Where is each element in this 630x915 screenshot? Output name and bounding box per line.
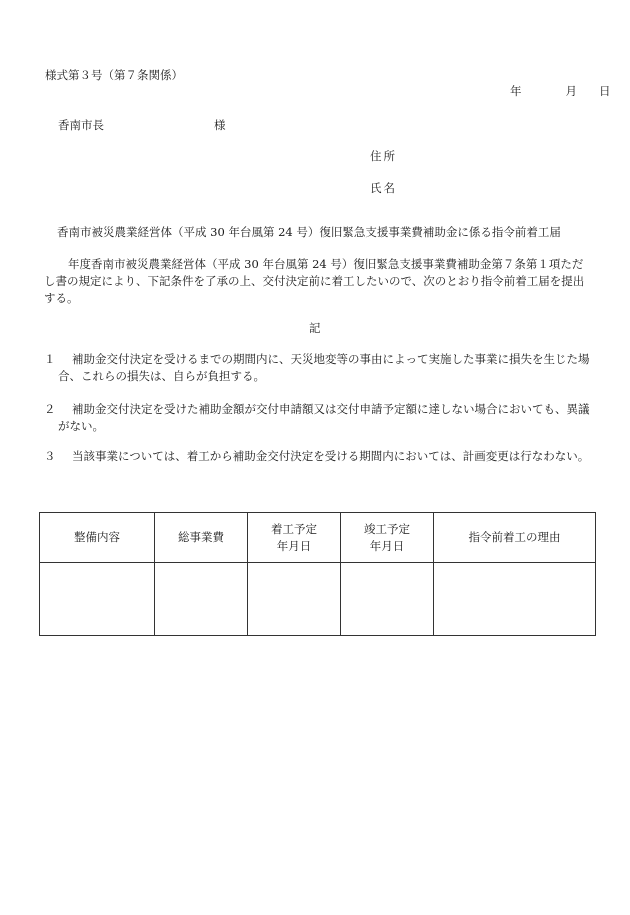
condition-text: 当該事業については、着工から補助金交付決定を受ける期間内においては、計画変更は行なわない。 xyxy=(72,449,590,463)
plan-table xyxy=(39,512,596,636)
header-start-line2: 年月日 xyxy=(276,538,312,553)
name-label: 氏名 xyxy=(370,181,397,195)
header-completion-line2: 年月日 xyxy=(369,538,405,553)
ki-heading: 記 xyxy=(309,321,321,335)
cell-content[interactable] xyxy=(40,563,155,636)
header-start-date xyxy=(248,513,341,563)
header-completion-date xyxy=(341,513,434,563)
date-line xyxy=(488,83,611,99)
date-year: 年 xyxy=(510,84,522,98)
date-month: 月 xyxy=(565,84,577,98)
form-number: 様式第３号（第７条関係） xyxy=(45,68,183,82)
condition-text: 補助金交付決定を受けるまでの期間内に、天災地変等の事由によって実施した事業に損失を生じた場合、これらの損失は、自らが負担する。 xyxy=(58,352,590,383)
condition-2 xyxy=(44,401,592,435)
header-completion-line1: 竣工予定 xyxy=(364,521,410,536)
header-reason: 指令前着工の理由 xyxy=(434,513,596,563)
cell-total-cost[interactable] xyxy=(155,563,248,636)
addressee-name: 香南市長 xyxy=(58,118,104,132)
table-header-row xyxy=(40,513,596,563)
address-label: 住所 xyxy=(370,149,397,163)
header-total-cost: 総事業費 xyxy=(155,513,248,563)
cell-completion-date[interactable] xyxy=(341,563,434,636)
addressee-honorific: 様 xyxy=(214,118,226,132)
condition-number: １ xyxy=(44,352,56,366)
cell-reason[interactable] xyxy=(434,563,596,636)
condition-1 xyxy=(44,351,592,385)
date-day: 日 xyxy=(599,84,611,98)
condition-number: ２ xyxy=(44,402,56,416)
header-start-line1: 着工予定 xyxy=(271,521,317,536)
header-content: 整備内容 xyxy=(40,513,155,563)
addressee xyxy=(58,117,226,133)
intro-text: 年度香南市被災農業経営体（平成 30 年台風第 24 号）復旧緊急支援事業費補助金第７条第１項ただし書の規定により、下記条件を了承の上、交付決定前に着工したいので、次のとおり指令前着工届を提出する。 xyxy=(44,257,585,305)
document-title: 香南市被災農業経営体（平成 30 年台風第 24 号）復旧緊急支援事業費補助金に係る指令前着工届 xyxy=(57,225,561,239)
table-row xyxy=(40,563,596,636)
condition-text: 補助金交付決定を受けた補助金額が交付申請額又は交付申請予定額に達しない場合においても、異議がない。 xyxy=(58,402,590,433)
cell-start-date[interactable] xyxy=(248,563,341,636)
intro-paragraph xyxy=(44,256,592,307)
condition-3 xyxy=(44,448,592,465)
condition-number: ３ xyxy=(44,449,56,463)
